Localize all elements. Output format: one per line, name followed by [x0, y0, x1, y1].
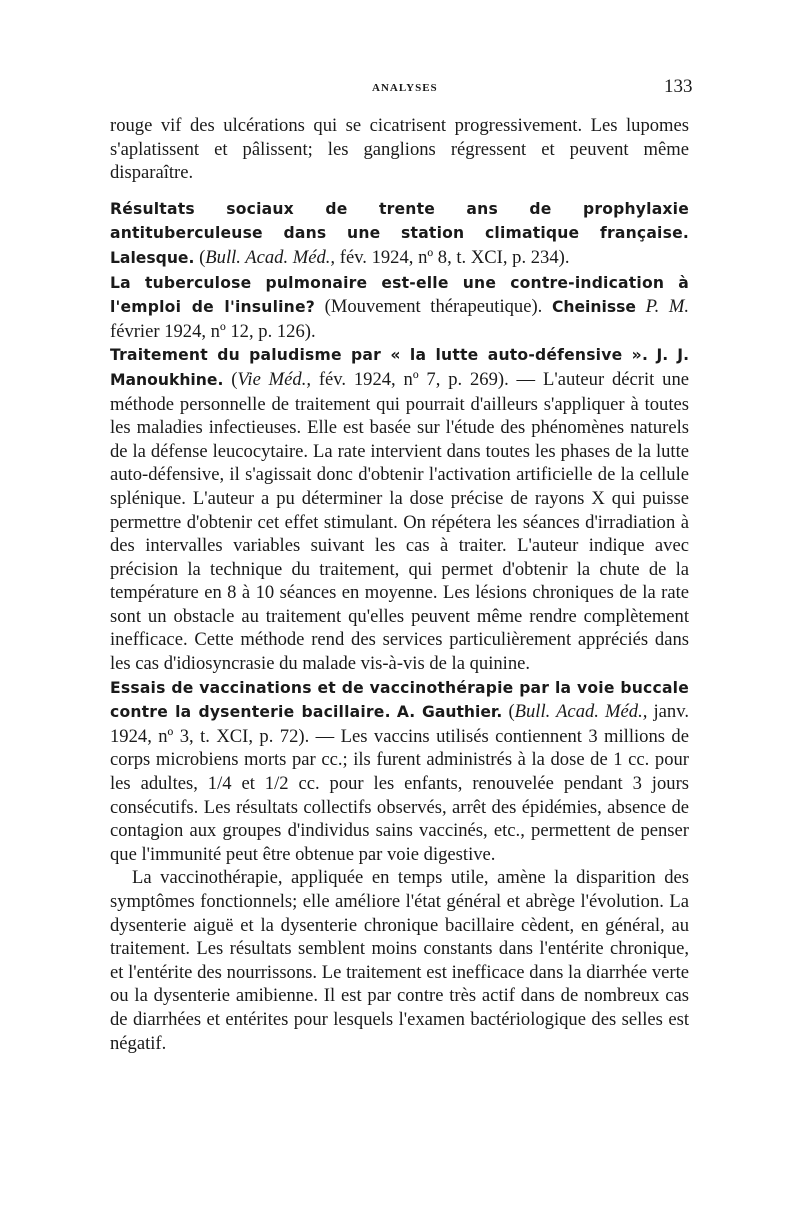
entry-journal: Bull. Acad. Méd., [514, 701, 648, 723]
ref-open: ( [199, 246, 206, 268]
entry-reference: fév. 1924, nº 8, t. XCI, p. 234). [339, 246, 570, 268]
entry-title: Traitement du paludisme par « la lutte auto-défensive ». [110, 346, 649, 365]
entry-author: Cheinisse [551, 298, 636, 317]
paragraph-text: rouge vif des ulcérations qui se cicatrisent progressivement. Les lupomes s'aplatissent et pâlissent; les ganglions régressent et peuvent même disparaître. [110, 115, 689, 184]
entry-reference: fév. 1924, nº 7, p. 269). [318, 368, 509, 390]
abstract-entry-manoukhine [110, 343, 689, 675]
abstract-entry-gauthier [110, 676, 689, 867]
paragraph-text: La vaccinothérapie, appliquée en temps utile, amène la disparition des symptômes fonctionnels; elle améliore l'état général et abrège l'évolution. La dysenterie aiguë et la dysenterie chronique bacillaire cèdent, en général, au traitement. Les résultats semblent moins constants dans l'entérite chronique, et l'entérite des nourrissons. Le traitement est inefficace dans la diarrhée verte ou la dysenterie amibienne. Il est par contre très actif dans de nombreux cas de diarrhées et entérites pour lesquels l'examen bactériologique des selles est négatif. [110, 867, 689, 1054]
entry-reference: (Mouvement thérapeutique). [324, 296, 543, 318]
entry-journal: P. M. [645, 296, 689, 318]
entry-author: Lalesque. [110, 248, 195, 267]
entry-reference-tail: février 1924, nº 12, p. 126). [110, 320, 316, 342]
abstract-paragraph-2 [110, 866, 689, 1055]
entry-author: J. J. Manoukhine. [110, 346, 690, 389]
entry-abstract-text: — L'auteur décrit une méthode personnelle de traitement qui pourrait d'ailleurs s'appliquer à toutes les maladies infectieuses. Elle est basée sur l'étude des phénomènes naturels de la défense leucocytaire. La rate intervient dans toutes les phases de la lutte auto-défensive, il s'agissait donc d'obtenir l'activation artificielle de la cellule splénique. L'auteur a pu déterminer la dose précise de rayons X qui puisse permettre d'obtenir cet effet stimulant. On répétera les séances d'irradiation à des intervalles variables suivant les cas à traiter. L'auteur indique avec précision la technique du traitement, qui permet d'obtenir la chute de la température en 8 à 10 séances en moyenne. Les lésions chroniques de la rate sont un obstacle au traitement qu'elles peuvent même rendre complètement inefficace. Cette méthode rend des services particulièrement appréciés dans les cas d'idiosyncrasie du malade vis-à-vis de la quinine. [110, 368, 689, 675]
entry-reference: janv. 1924, nº 3, t. XCI, p. 72). [110, 701, 689, 747]
ref-open: ( [231, 368, 238, 390]
entry-title: Résultats sociaux de trente ans de prophylaxie antituberculeuse dans une station climatique française. [110, 199, 689, 243]
abstract-entry-lalesque [110, 197, 689, 271]
page-number: 133 [664, 76, 693, 97]
abstract-entry-cheinisse [110, 271, 689, 344]
running-head: ANALYSES [372, 82, 438, 94]
entry-title: La tuberculose pulmonaire est-elle une contre-indication à l'emploi de l'insuline? [110, 273, 689, 317]
ref-open: ( [508, 701, 515, 723]
entry-abstract-text: — Les vaccins utilisés contiennent 3 millions de corps microbiens morts par cc.; ils furent administrés à la dose de 1 cc. pour les adultes, 1/4 et 1/2 cc. pour les enfants, renouvelée pendant 3 jours consécutifs. Les résultats collectifs observés, arrêt des épidémies, absence de contagion aux groupes d'individus sains vaccinés, etc., permettent de penser que l'immunité peut être obtenue par voie digestive. [110, 725, 689, 865]
page-body [110, 114, 689, 1055]
entry-journal: Bull. Acad. Méd., [205, 246, 336, 268]
entry-journal: Vie Méd., [237, 368, 311, 390]
paragraph-continuation [110, 114, 689, 185]
entry-author: A. Gauthier. [396, 703, 503, 722]
entry-title: Essais de vaccinations et de vaccinothérapie par la voie buccale contre la dysenterie bacillaire. [110, 678, 689, 722]
